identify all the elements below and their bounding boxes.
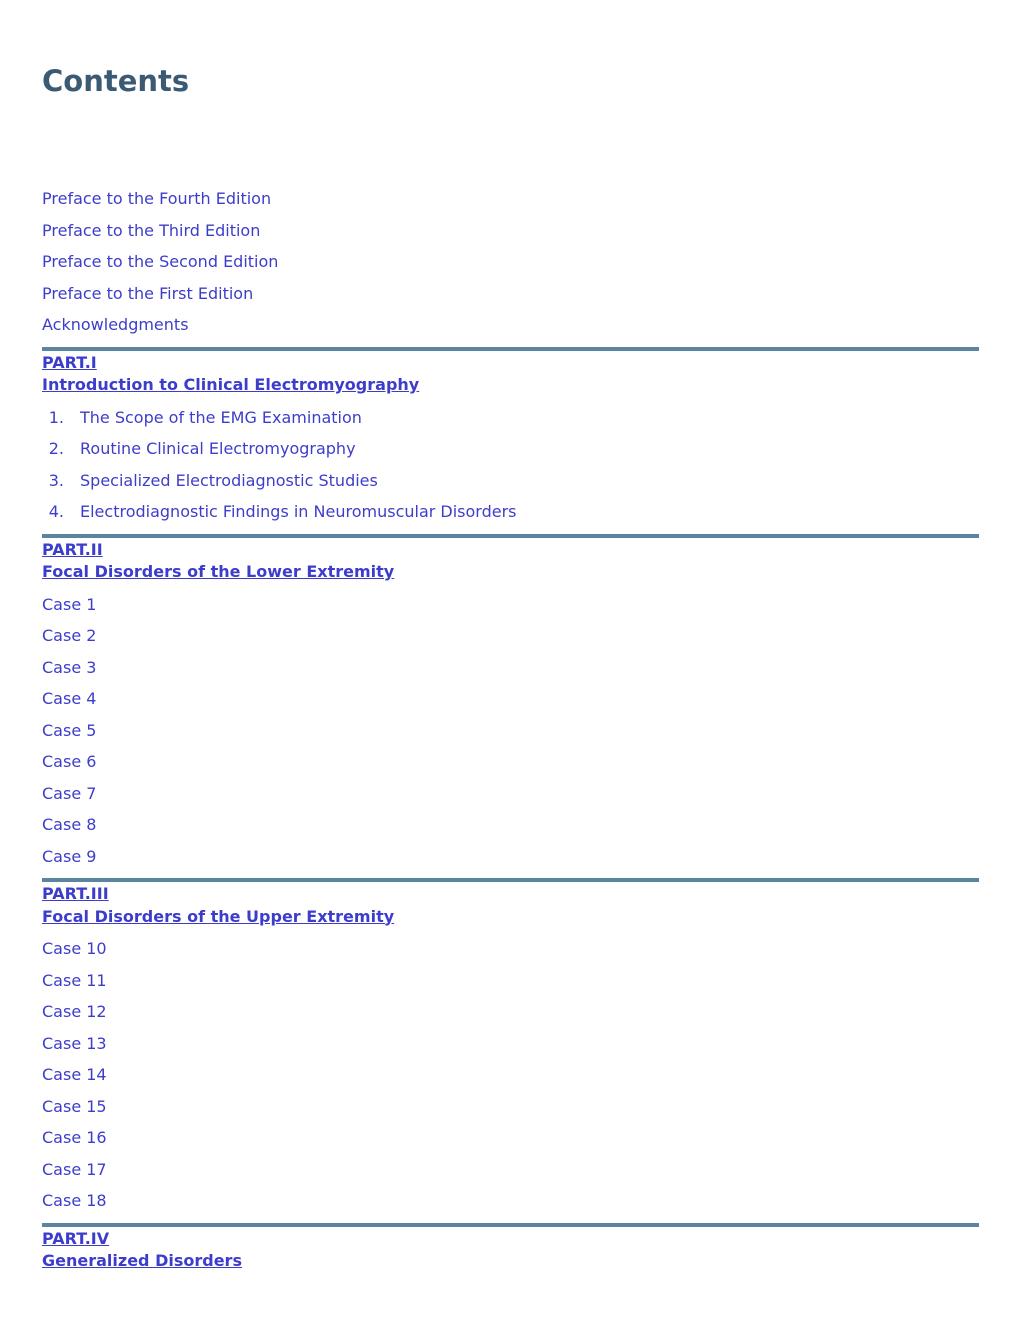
toc-link-case-6[interactable]: Case 6 (42, 752, 97, 771)
toc-link-preface-third[interactable]: Preface to the Third Edition (42, 220, 261, 240)
toc-link-case-7[interactable]: Case 7 (42, 783, 97, 803)
toc-link-preface-second[interactable]: Preface to the Second Edition (42, 252, 279, 271)
toc-link-case-9[interactable]: Case 9 (42, 846, 97, 866)
part-header-4 (42, 1223, 979, 1273)
chapter-title: Specialized Electrodiagnostic Studies (80, 470, 378, 490)
chapter-title: The Scope of the EMG Examination (80, 407, 362, 427)
toc-link-chapter-3[interactable] (42, 467, 979, 499)
toc-link-case-5[interactable]: Case 5 (42, 720, 97, 740)
part-label[interactable]: PART.III (42, 884, 109, 903)
toc-link-case-17[interactable]: Case 17 (42, 1159, 107, 1179)
toc-link-chapter-2[interactable] (42, 435, 979, 467)
toc-link-case-11[interactable]: Case 11 (42, 970, 107, 990)
toc-link-preface-fourth[interactable]: Preface to the Fourth Edition (42, 189, 272, 208)
chapter-number: 3. (48, 470, 64, 490)
toc-link-case-2[interactable]: Case 2 (42, 626, 97, 645)
part-header-1 (42, 347, 979, 397)
part-title[interactable]: Focal Disorders of the Upper Extremity (42, 906, 395, 926)
toc-link-case-14[interactable]: Case 14 (42, 1065, 107, 1084)
toc-link-case-18[interactable]: Case 18 (42, 1191, 107, 1210)
toc-link-case-15[interactable]: Case 15 (42, 1096, 107, 1116)
chapter-title: Routine Clinical Electromyography (80, 439, 356, 458)
toc-link-case-12[interactable]: Case 12 (42, 1002, 107, 1021)
part-header-3 (42, 878, 979, 928)
chapter-title: Electrodiagnostic Findings in Neuromuscular Disorders (80, 502, 517, 521)
part-label[interactable]: PART.I (42, 352, 97, 372)
toc-link-case-8[interactable]: Case 8 (42, 815, 97, 834)
toc-link-chapter-1[interactable] (42, 404, 979, 436)
toc-link-case-16[interactable]: Case 16 (42, 1128, 107, 1147)
chapter-number: 2. (48, 439, 64, 458)
part-header-2 (42, 534, 979, 584)
toc-link-case-4[interactable]: Case 4 (42, 689, 97, 708)
part-title[interactable]: Focal Disorders of the Lower Extremity (42, 562, 395, 581)
toc-link-preface-first[interactable]: Preface to the First Edition (42, 283, 254, 303)
chapter-list (42, 404, 979, 530)
chapter-number: 4. (48, 502, 64, 521)
chapter-number: 1. (48, 407, 64, 427)
part-label[interactable]: PART.IV (42, 1228, 110, 1248)
toc-link-case-10[interactable]: Case 10 (42, 939, 107, 958)
table-of-contents (42, 185, 979, 1280)
part-title[interactable]: Introduction to Clinical Electromyography (42, 375, 420, 394)
toc-link-case-1[interactable]: Case 1 (42, 594, 97, 614)
page-title: Contents (42, 64, 190, 98)
toc-link-chapter-4[interactable] (42, 498, 979, 530)
toc-link-acknowledgments[interactable]: Acknowledgments (42, 315, 189, 334)
part-title[interactable]: Generalized Disorders (42, 1251, 242, 1270)
part-label[interactable]: PART.II (42, 539, 103, 559)
toc-link-case-3[interactable]: Case 3 (42, 657, 97, 677)
toc-link-case-13[interactable]: Case 13 (42, 1033, 107, 1053)
